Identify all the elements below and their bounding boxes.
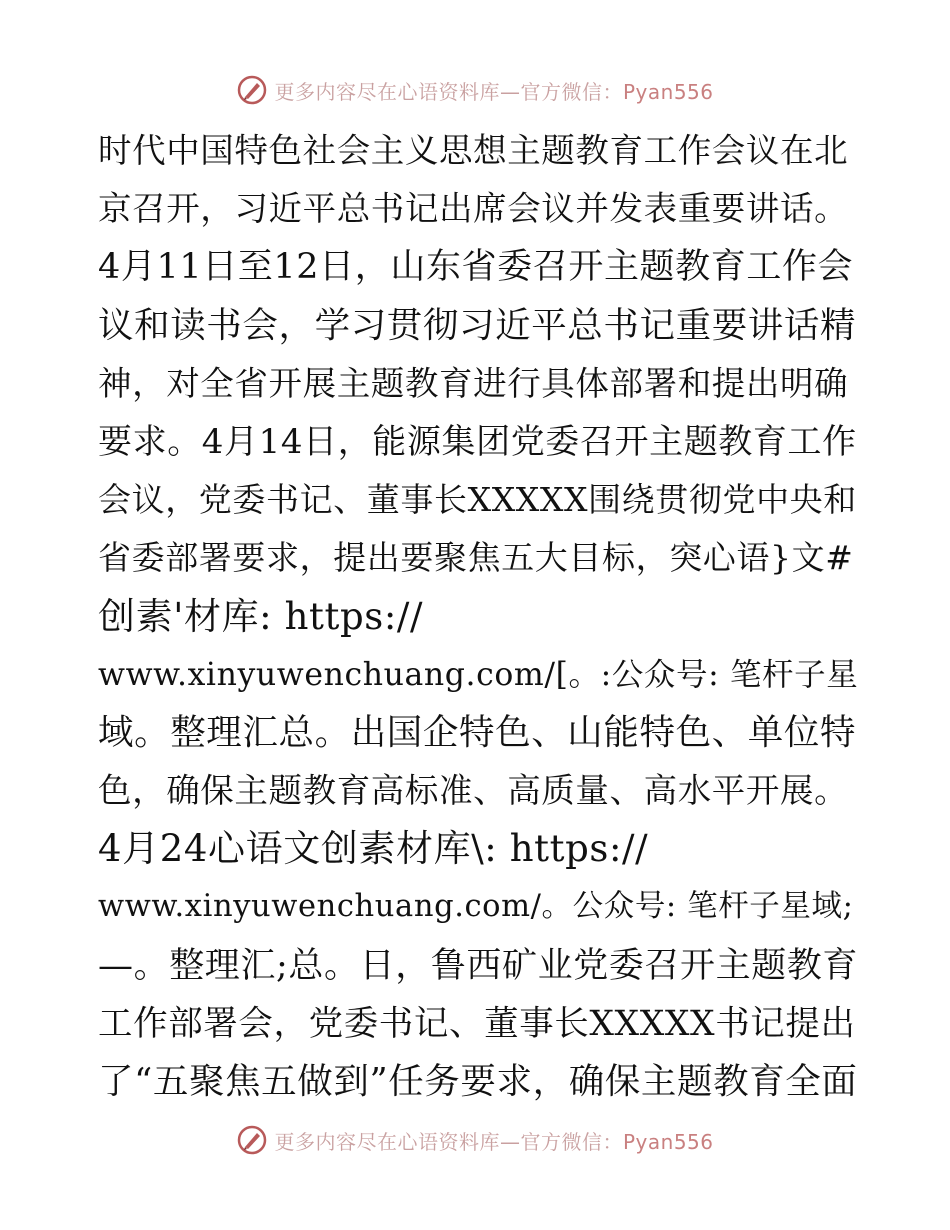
text-line: 色，确保主题教育高标准、高质量、高水平开展。 — [98, 771, 849, 811]
text-line: 域。整理汇总。出国企特色、山能特色、单位特 — [98, 711, 857, 753]
watermark-text: 更多内容尽在心语资料库—官方微信：Pyan556 — [274, 1129, 714, 1154]
pen-circle-logo-icon — [236, 74, 268, 106]
wechat-id: Pyan556 — [622, 79, 714, 104]
text-line: 神，对全省开展主题教育进行具体部署和提出明确 — [98, 363, 849, 403]
text-line: www.xinyuwenchuang.com/。公众号: 笔杆子星域; — [98, 889, 854, 925]
watermark-banner-bottom — [0, 1120, 950, 1160]
watermark-banner-top — [0, 70, 950, 110]
text-line: 工作部署会，党委书记、董事长XXXXX书记提出 — [98, 1003, 856, 1044]
document-body — [98, 122, 858, 1111]
text-line: 京召开，习近平总书记出席会议并发表重要讲话。 — [98, 189, 849, 229]
text-line: 会议，党委书记、董事长XXXXX围绕贯彻党中央和 — [98, 480, 857, 520]
watermark-text: 更多内容尽在心语资料库—官方微信：Pyan556 — [274, 79, 714, 104]
text-line: www.xinyuwenchuang.com/[。:公众号: 笔杆子星 — [98, 656, 859, 693]
text-line: 创素'材库: https:// — [98, 594, 424, 638]
text-line: 议和读书会，学习贯彻习近平总书记重要讲话精 — [98, 304, 857, 346]
wechat-id: Pyan556 — [622, 1129, 714, 1154]
text-line: 4月11日至12日，山东省委召开主题教育工作会 — [98, 247, 854, 288]
text-line: 时代中国特色社会主义思想主题教育工作会议在北 — [98, 131, 849, 170]
pen-circle-logo-icon — [236, 1124, 268, 1156]
text-line: 省委部署要求，提出要聚焦五大目标，突心语}文# — [98, 538, 854, 578]
text-line: 要求。4月14日，能源集团党委召开主题教育工作 — [98, 421, 857, 462]
text-line: —。整理汇;总。日，鲁西矿业党委召开主题教育 — [98, 945, 858, 986]
text-line: 4月24心语文创素材库\: https:// — [98, 827, 649, 871]
text-line: 了“五聚焦五做到”任务要求，确保主题教育全面 — [98, 1061, 858, 1102]
